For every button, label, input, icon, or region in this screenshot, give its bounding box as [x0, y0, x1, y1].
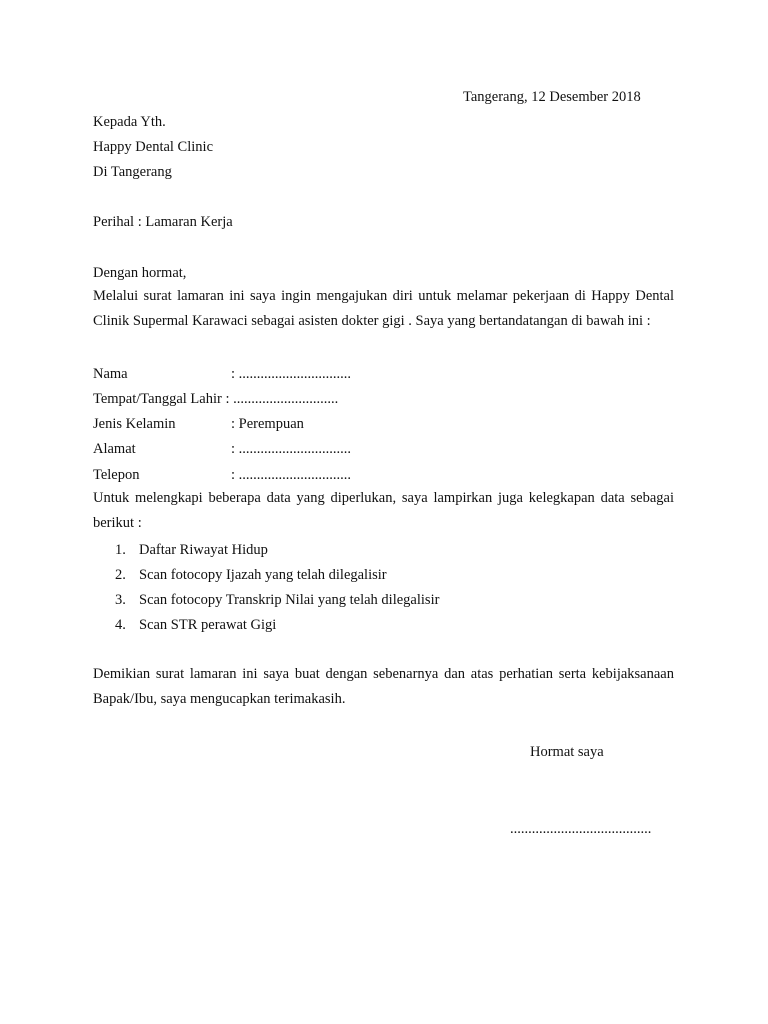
- greeting: Dengan hormat,: [93, 265, 187, 281]
- field-label: Nama: [93, 366, 128, 382]
- recipient-line-2: Happy Dental Clinic: [93, 139, 214, 155]
- subject-line: Perihal : Lamaran Kerja: [93, 214, 233, 230]
- list-number: 3.: [115, 592, 126, 608]
- list-number: 4.: [115, 617, 126, 633]
- field-tempat-tanggal-lahir: [93, 392, 338, 407]
- list-text: Daftar Riwayat Hidup: [139, 542, 268, 558]
- list-item: [115, 568, 387, 583]
- field-label: Alamat: [93, 441, 136, 457]
- list-number: 2.: [115, 567, 126, 583]
- signature-line: .......................................: [510, 821, 652, 837]
- field-value: : Perempuan: [231, 416, 304, 432]
- list-item: [115, 543, 268, 558]
- field-label: Tempat/Tanggal Lahir: [93, 391, 222, 407]
- recipient-line-3: Di Tangerang: [93, 164, 172, 180]
- field-nama: [93, 367, 351, 382]
- intro-paragraph: Melalui surat lamaran ini saya ingin mengajukan diri untuk melamar pekerjaan di Happy Dental Clinik Supermal Karawaci sebagai asisten dokter gigi . Saya yang bertandatangan di bawah ini :: [93, 288, 674, 330]
- field-label: Telepon: [93, 467, 140, 483]
- recipient-line-1: Kepada Yth.: [93, 114, 166, 130]
- list-item: [115, 618, 276, 633]
- place-date: Tangerang, 12 Desember 2018: [463, 89, 641, 105]
- list-text: Scan fotocopy Transkrip Nilai yang telah dilegalisir: [139, 592, 440, 608]
- field-value: : .............................: [225, 391, 339, 407]
- field-value: : ...............................: [231, 441, 352, 457]
- list-number: 1.: [115, 542, 126, 558]
- field-jenis-kelamin: [93, 417, 304, 432]
- field-alamat: [93, 442, 351, 457]
- field-value: : ...............................: [231, 366, 352, 382]
- attachments-intro: Untuk melengkapi beberapa data yang diperlukan, saya lampirkan juga kelegkapan data sebagai berikut :: [93, 490, 674, 532]
- sign-off: Hormat saya: [530, 744, 604, 760]
- field-label: Jenis Kelamin: [93, 416, 176, 432]
- list-item: [115, 593, 439, 608]
- field-value: : ...............................: [231, 467, 352, 483]
- list-text: Scan fotocopy Ijazah yang telah dilegalisir: [139, 567, 387, 583]
- list-text: Scan STR perawat Gigi: [139, 617, 277, 633]
- closing-paragraph: Demikian surat lamaran ini saya buat dengan sebenarnya dan atas perhatian serta kebijaksanaan Bapak/Ibu, saya mengucapkan terimakasih.: [93, 666, 674, 708]
- field-telepon: [93, 468, 351, 483]
